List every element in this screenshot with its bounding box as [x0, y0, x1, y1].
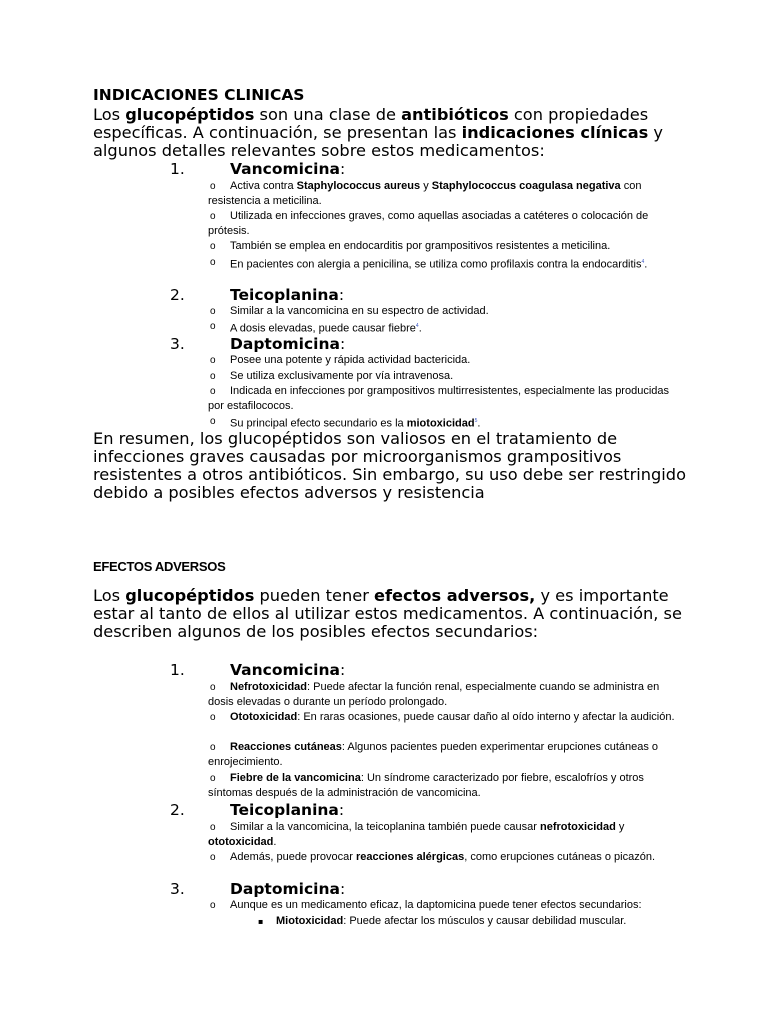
list-item: Nefrotoxicidad: Puede afectar la función renal, especialmente cuando se administra en dosis elevadas o durante un período prolongado. — [208, 681, 660, 708]
bullet-marker: o — [210, 371, 216, 382]
list-title-teicoplanina: Teicoplanina: — [230, 801, 345, 819]
footnote-ref[interactable]: 4 — [415, 323, 419, 329]
bullet-marker: o — [210, 386, 216, 397]
bullet-marker: o — [210, 900, 216, 911]
bullet-marker: o — [210, 682, 216, 693]
list-number: 3. — [170, 880, 185, 898]
list-title-vancomicina: Vancomicina: — [230, 160, 346, 178]
list-item: Fiebre de la vancomicina: Un síndrome caracterizado por fiebre, escalofríos y otros síntomas después de la administración de vancomicina. — [208, 772, 644, 799]
footnote-ref[interactable]: 5 — [474, 418, 478, 424]
list-item: Además, puede provocar reacciones alérgicas, como erupciones cutáneas o picazón. — [230, 851, 655, 863]
list-item: Utilizada en infecciones graves, como aquellas asociadas a catéteres o colocación de prótesis. — [208, 210, 649, 237]
bullet-marker: o — [210, 211, 216, 222]
list-item: También se emplea en endocarditis por grampositivos resistentes a meticilina. — [230, 240, 611, 252]
list-title-daptomicina: Daptomicina: — [230, 880, 346, 898]
intro-paragraph-efectos: Los glucopéptidos pueden tener efectos adversos, y es importante estar al tanto de ellos al utilizar estos medicamentos. A continuación, se describen algunos de los posibles efectos secundarios: — [93, 586, 682, 641]
bullet-marker: o — [210, 822, 216, 833]
list-title-daptomicina: Daptomicina: — [230, 335, 346, 353]
list-item: Ototoxicidad: En raras ocasiones, puede causar daño al oído interno y afectar la audición. — [230, 711, 675, 723]
list-item: Activa contra Staphylococcus aureus y Staphylococcus coagulasa negativa con resistencia a meticilina. — [208, 180, 642, 207]
list-item: Posee una potente y rápida actividad bactericida. — [230, 354, 471, 366]
bullet-marker: o — [210, 257, 216, 268]
square-bullet-marker: ▪ — [258, 917, 264, 926]
bullet-marker: o — [210, 241, 216, 252]
bullet-marker: o — [210, 416, 216, 427]
bullet-marker: o — [210, 321, 216, 332]
footnote-ref[interactable]: 4 — [641, 259, 645, 265]
list-item: Reacciones cutáneas: Algunos pacientes pueden experimentar erupciones cutáneas o enrojecimiento. — [208, 741, 659, 768]
list-title-teicoplanina: Teicoplanina: — [230, 286, 345, 304]
list-number: 2. — [170, 286, 185, 304]
list-number: 2. — [170, 801, 185, 819]
bullet-marker: o — [210, 773, 216, 784]
list-item: A dosis elevadas, puede causar fiebre$^4$. — [230, 322, 422, 335]
bullet-marker: o — [210, 852, 216, 863]
list-title-vancomicina: Vancomicina: — [230, 661, 346, 679]
sub-list-item: Miotoxicidad: Puede afectar los músculos y causar debilidad muscular. — [276, 915, 627, 927]
list-number: 3. — [170, 335, 185, 353]
bullet-marker: o — [210, 712, 216, 723]
intro-paragraph-indicaciones: Los glucopéptidos son una clase de antibióticos con propiedades específicas. A continuación, se presentan las indicaciones clínicas y algunos detalles relevantes sobre estos medicamentos: — [93, 105, 663, 160]
list-item: Similar a la vancomicina en su espectro de actividad. — [230, 305, 489, 317]
list-number: 1. — [170, 160, 185, 178]
bullet-marker: o — [210, 355, 216, 366]
list-item: Aunque es un medicamento eficaz, la daptomicina puede tener efectos secundarios: — [230, 899, 642, 911]
list-item: Su principal efecto secundario es la miotoxicidad$^5$. — [230, 417, 481, 430]
bullet-marker: o — [210, 306, 216, 317]
bullet-marker: o — [210, 742, 216, 753]
bullet-marker: o — [210, 181, 216, 192]
list-item: Similar a la vancomicina, la teicoplanina también puede causar nefrotoxicidad y ototoxicidad. — [208, 821, 625, 848]
section-heading-indicaciones: INDICACIONES CLINICAS — [93, 86, 305, 104]
list-item: Indicada en infecciones por grampositivos multirresistentes, especialmente las producidas por estafilococos. — [208, 385, 670, 412]
section-heading-efectos-adversos: EFECTOS ADVERSOS — [93, 559, 226, 574]
summary-paragraph: En resumen, los glucopéptidos son valiosos en el tratamiento de infecciones graves causadas por microorganismos grampositivos resistentes a otros antibióticos. Sin embargo, su uso debe ser restringido debido a posibles efectos adversos y resistencia — [93, 429, 686, 502]
list-item: Se utiliza exclusivamente por vía intravenosa. — [230, 370, 454, 382]
list-item: En pacientes con alergia a penicilina, se utiliza como profilaxis contra la endocarditis$^4$. — [230, 258, 648, 271]
list-number: 1. — [170, 661, 185, 679]
